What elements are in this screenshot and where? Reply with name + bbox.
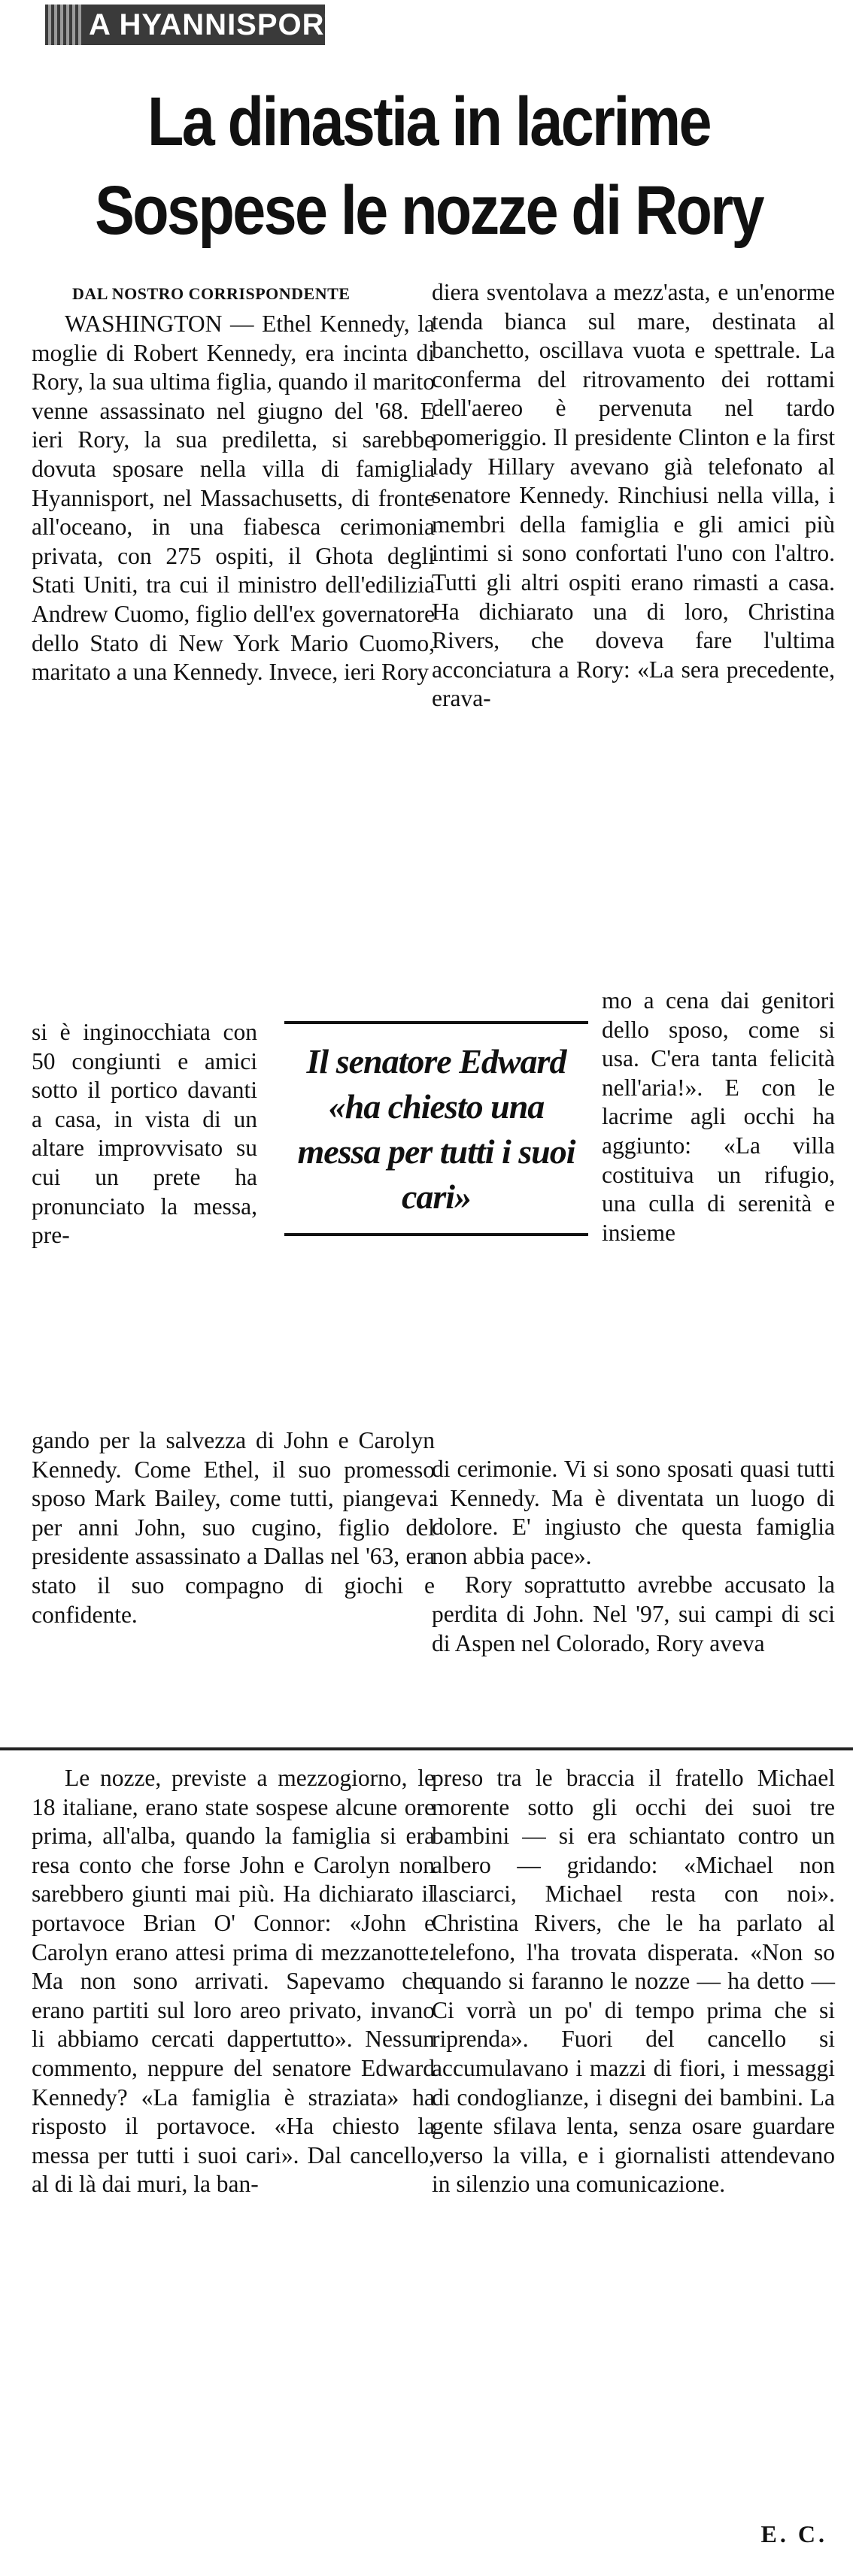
paragraph: Le nozze, previste a mezzogiorno, le 18 italiane, erano state sospese alcune ore prima, all'alba, quando la famiglia si era resa conto che forse John e Carolyn non sarebbero giunti mai più. Ha dichiarato il portavoce Brian O' Connor: «John e Carolyn erano attesi prima di mezzanotte. Ma non sono arrivati. Sapevamo che erano partiti sul loro areo privato, invano li abbiamo cercati dappertutto». Nessun commento, neppure del senatore Edward Kennedy? «La famiglia è straziata» ha risposto il portavoce. «Ha chiesto la messa per tutti i suoi cari». Dal cancello, al di là dai muri, la ban- xyxy=(32,1765,435,2198)
paragraph: si è inginocchiata con 50 congiunti e amici sotto il portico davanti a casa, in vista di un altare improvvisato su cui un prete ha pronunciato la messa, pre- xyxy=(32,1019,257,1249)
headline-line-1: La dinastia in lacrime xyxy=(147,83,710,160)
section-kicker: A HYANNISPORT xyxy=(89,8,344,41)
author-signature: E. C. xyxy=(760,2520,827,2547)
paragraph: preso tra le braccia il fratello Michael morente sotto gli occhi dei suoi tre bambini — si era schiantato contro un albero — gridando: «Michael non lasciarci, Michael resta con noi». Christina Rivers, che le ha parlato al telefono, l'ha trovata disperata. «Non so quando si faranno le nozze — ha detto — Ci vorrà un po' di tempo prima che si riprenda». Fuori del cancello si accumulavano i mazzi di fiori, i messaggi di condoglianze, i disegni dei bambini. La gente sfilava lenta, senza osare guardare verso la villa, e i giornalisti attendevano in silenzio una comunicazione. xyxy=(432,1765,835,2198)
column-2-narrow xyxy=(602,986,835,1247)
column-3 xyxy=(32,1764,435,2199)
paragraph: Rory soprattutto avrebbe accusato la perdita di John. Nel '97, sui campi di sci di Aspen nel Colorado, Rory aveva xyxy=(432,1571,835,1656)
paragraph: mo a cena dai genitori dello sposo, come si usa. C'era tanta felicità nell'aria!». E con le lacrime agli occhi ha aggiunto: «La villa costituiva un rifugio, una culla di serenità e insieme xyxy=(602,987,835,1246)
column-1-narrow xyxy=(32,1018,257,1250)
column-2-top xyxy=(432,278,835,714)
paragraph: WASHINGTON — Ethel Kennedy, la moglie di Robert Kennedy, era incinta di Rory, la sua ultima figlia, quando il marito venne assassinato nel giugno del '68. E ieri Rory, la sua prediletta, si sarebbe dovuta sposare nella villa di famiglia Hyannisport, nel Massachusetts, di fronte all'oceano, in una fiabesca cerimonia privata, con 275 ospiti, il Ghota degli Stati Uniti, tra cui il ministro dell'edilizia Andrew Cuomo, figlio dell'ex governatore dello Stato di New York Mario Cuomo, maritato a una Kennedy. Invece, ieri Rory xyxy=(32,311,435,686)
column-1-bottom xyxy=(32,1426,435,1629)
pull-quote: Il senatore Edward «ha chiesto una messa per tutti i suoi cari» xyxy=(284,1021,588,1236)
paragraph: diera sventolava a mezz'asta, e un'enorme tenda bianca sul mare, destinata al banchetto, oscillava vuota e spettrale. La conferma del ritrovamento dei rottami dell'aereo è pervenuta nel tardo pomeriggio. Il presidente Clinton e la first lady Hillary avevano già telefonato al senatore Kennedy. Rinchiusi nella villa, i membri della famiglia e gli amici più intimi si sono confortati l'uno con l'altro. Tutti gli altri ospiti erano rimasti a casa. Ha dichiarato una di loro, Christina Rivers, che doveva fare l'ultima acconciatura a Rory: «La sera precedente, erava- xyxy=(432,279,835,712)
column-1-top xyxy=(32,310,435,687)
section-divider xyxy=(0,1747,853,1750)
column-2-bottom xyxy=(432,1455,835,1658)
kicker-stripes xyxy=(45,5,83,45)
paragraph: di cerimonie. Vi si sono sposati quasi tutti i Kennedy. Ma è diventata un luogo di dolore. E' ingiusto che questa famiglia non abbia pace». xyxy=(432,1456,835,1569)
column-4 xyxy=(432,1764,835,2199)
byline: DAL NOSTRO CORRISPONDENTE xyxy=(72,284,351,303)
paragraph: gando per la salvezza di John e Carolyn Kennedy. Come Ethel, il suo promesso sposo Mark Bailey, come tutti, piangeva: per anni John, suo cugino, figlio del presidente assassinato a Dallas nel '63, era stato il suo compagno di giochi e confidente. xyxy=(32,1427,435,1628)
headline-line-2: Sospese le nozze di Rory xyxy=(95,172,763,249)
